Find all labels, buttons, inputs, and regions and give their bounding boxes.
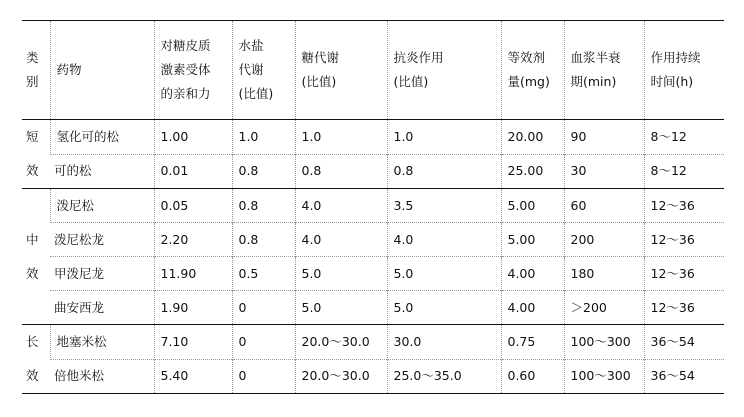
cell-value: 60 <box>564 189 644 223</box>
cell-value: 25.0～35.0 <box>387 359 501 394</box>
cell-value: 0.8 <box>232 223 295 257</box>
cell-value: 30.0 <box>387 325 501 360</box>
drug-name: 倍他米松 <box>50 359 154 394</box>
drug-name: 泼尼松龙 <box>50 223 154 257</box>
header-row <box>22 21 724 120</box>
cell-value: 0 <box>232 291 295 325</box>
cell-value: 0.8 <box>387 154 501 189</box>
header-anti-inflammatory: 抗炎作用 (比值) <box>387 21 501 120</box>
header-drug: 药物 <box>50 21 154 120</box>
cell-value: 20.00 <box>501 120 564 155</box>
cell-value: 12～36 <box>644 257 724 291</box>
cell-value: 30 <box>564 154 644 189</box>
cell-value: 200 <box>564 223 644 257</box>
cell-value: 0.60 <box>501 359 564 394</box>
cell-value: 20.0～30.0 <box>295 325 387 360</box>
table-row <box>22 189 724 223</box>
table-body <box>22 120 724 394</box>
cell-value: 0.05 <box>154 189 232 223</box>
category-cell-long: 长 效 <box>22 325 50 394</box>
cell-value: 8～12 <box>644 154 724 189</box>
cell-value: 4.00 <box>501 257 564 291</box>
cell-value: 0.8 <box>232 154 295 189</box>
cell-value: ＞200 <box>564 291 644 325</box>
table-row <box>22 257 724 291</box>
cell-value: 1.00 <box>154 120 232 155</box>
cell-value: 1.0 <box>295 120 387 155</box>
cell-value: 0 <box>232 359 295 394</box>
category-cell-short: 短 效 <box>22 120 50 189</box>
header-equivalent-dose: 等效剂 量(mg) <box>501 21 564 120</box>
category-cell-intermediate: 中 效 <box>22 189 50 325</box>
cell-value: 5.40 <box>154 359 232 394</box>
cell-value: 3.5 <box>387 189 501 223</box>
cell-value: 1.0 <box>387 120 501 155</box>
drug-name: 可的松 <box>50 154 154 189</box>
cell-value: 1.90 <box>154 291 232 325</box>
header-plasma-half-life: 血浆半衰 期(min) <box>564 21 644 120</box>
header-duration: 作用持续 时间(h) <box>644 21 724 120</box>
table-row <box>22 291 724 325</box>
cell-value: 12～36 <box>644 223 724 257</box>
cell-value: 36～54 <box>644 325 724 360</box>
cell-value: 7.10 <box>154 325 232 360</box>
cell-value: 12～36 <box>644 291 724 325</box>
corticosteroid-comparison-table <box>22 20 724 394</box>
cell-value: 100～300 <box>564 325 644 360</box>
cell-value: 90 <box>564 120 644 155</box>
cell-value: 0.8 <box>232 189 295 223</box>
header-receptor-affinity: 对糖皮质 激素受体 的亲和力 <box>154 21 232 120</box>
cell-value: 5.0 <box>295 257 387 291</box>
cell-value: 12～36 <box>644 189 724 223</box>
header-category: 类 别 <box>26 50 39 89</box>
drug-name: 甲泼尼龙 <box>50 257 154 291</box>
header-water-salt-metabolism: 水盐 代谢 (比值) <box>232 21 295 120</box>
table-row <box>22 223 724 257</box>
cell-value: 5.00 <box>501 223 564 257</box>
cell-value: 25.00 <box>501 154 564 189</box>
cell-value: 0.5 <box>232 257 295 291</box>
cell-value: 180 <box>564 257 644 291</box>
cell-value: 5.00 <box>501 189 564 223</box>
drug-name: 曲安西龙 <box>50 291 154 325</box>
cell-value: 0.8 <box>295 154 387 189</box>
cell-value: 4.0 <box>387 223 501 257</box>
drug-name: 地塞米松 <box>50 325 154 360</box>
cell-value: 36～54 <box>644 359 724 394</box>
table-row <box>22 154 724 189</box>
cell-value: 4.00 <box>501 291 564 325</box>
cell-value: 2.20 <box>154 223 232 257</box>
cell-value: 100～300 <box>564 359 644 394</box>
cell-value: 0.01 <box>154 154 232 189</box>
cell-value: 20.0～30.0 <box>295 359 387 394</box>
cell-value: 4.0 <box>295 223 387 257</box>
cell-value: 4.0 <box>295 189 387 223</box>
table-row <box>22 359 724 394</box>
table-row <box>22 120 724 155</box>
cell-value: 1.0 <box>232 120 295 155</box>
table-row <box>22 325 724 360</box>
cell-value: 0.75 <box>501 325 564 360</box>
cell-value: 5.0 <box>295 291 387 325</box>
cell-value: 0 <box>232 325 295 360</box>
drug-name: 氢化可的松 <box>50 120 154 155</box>
cell-value: 5.0 <box>387 291 501 325</box>
cell-value: 11.90 <box>154 257 232 291</box>
cell-value: 8～12 <box>644 120 724 155</box>
header-glucose-metabolism: 糖代谢 (比值) <box>295 21 387 120</box>
drug-name: 泼尼松 <box>50 189 154 223</box>
cell-value: 5.0 <box>387 257 501 291</box>
